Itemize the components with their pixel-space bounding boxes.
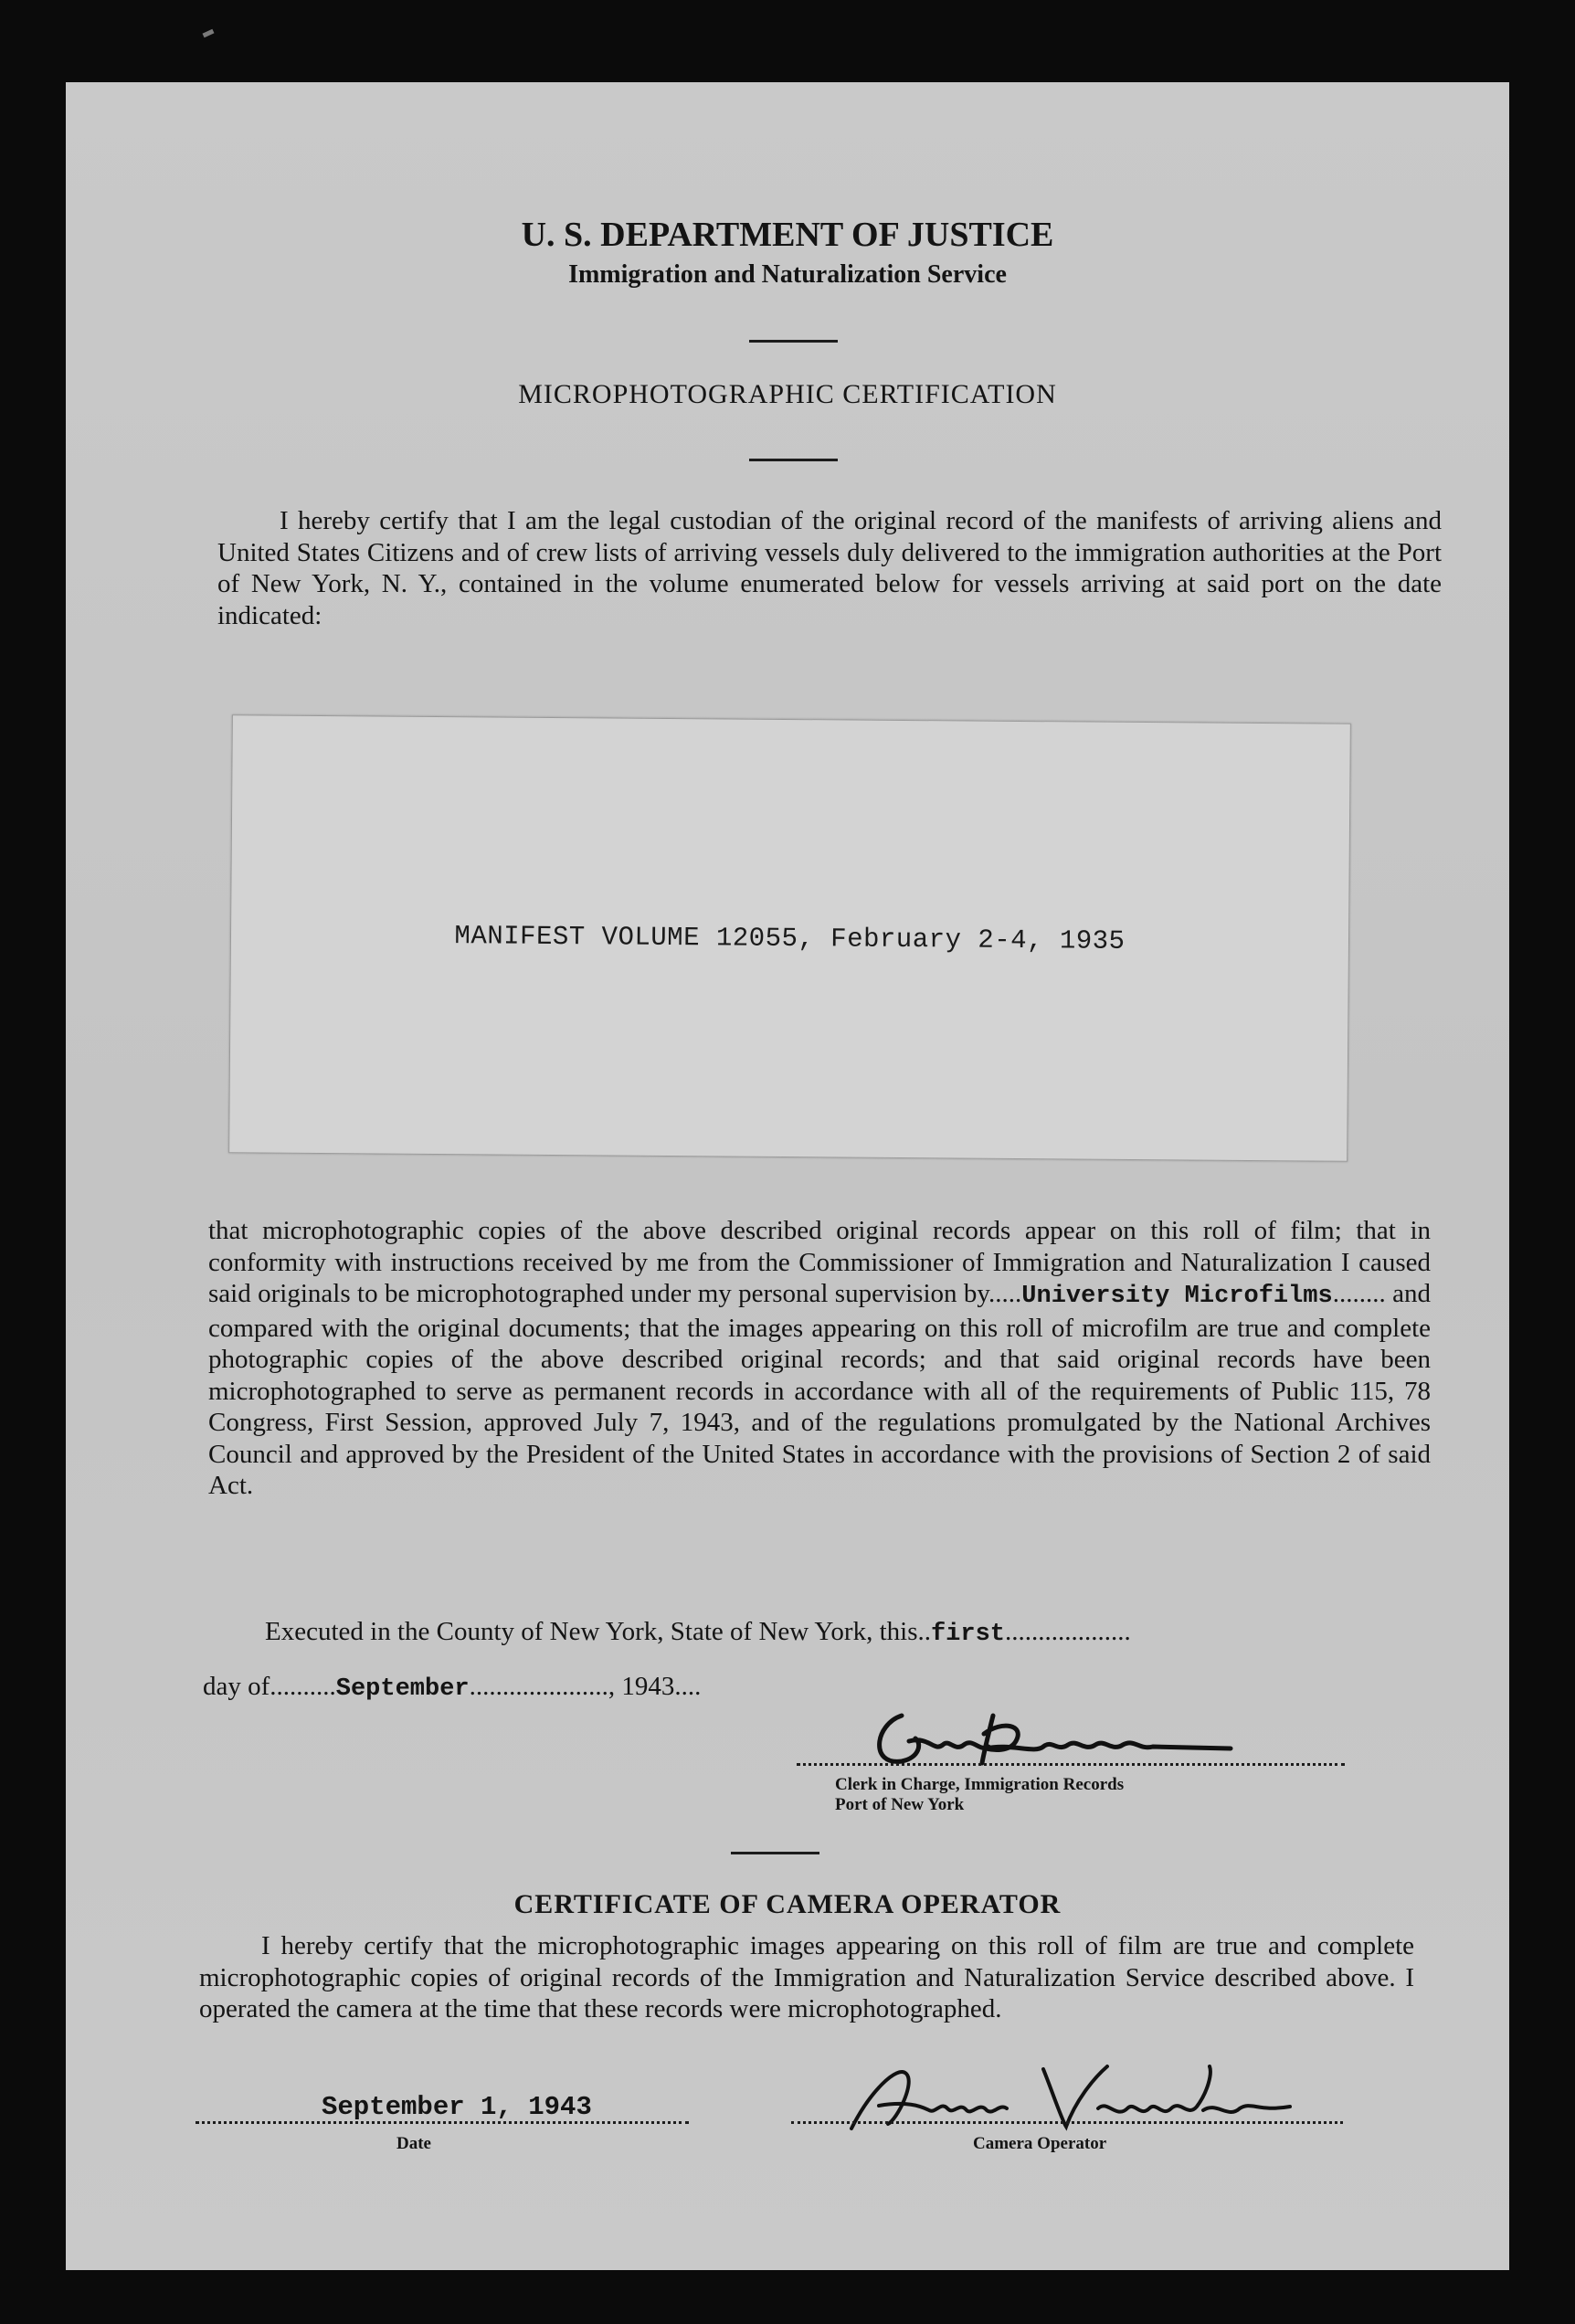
filmed-by-value: University Microfilms xyxy=(1021,1283,1333,1310)
camera-operator-label: Camera Operator xyxy=(973,2134,1107,2153)
executed-year: , 1943 xyxy=(608,1672,675,1701)
executed-month: September xyxy=(335,1675,470,1703)
camera-operator-title: CERTIFICATE OF CAMERA OPERATOR xyxy=(513,1889,1062,1919)
certificate-page xyxy=(66,82,1509,2270)
executed-day: first xyxy=(930,1621,1005,1648)
executed-line: Executed in the County of New York, State of New York, this..first................... xyxy=(265,1617,1131,1648)
divider-rule xyxy=(749,459,838,461)
body-text-part2: and compared with the original documents; that the images appearing on this roll of microfilm are true and complete photographic copies of the above described original records; and that said original records have been microphotographed to serve as permanent records in accordance with all of the requirements of Public 115, 78 Congress, First Session, approved July 7, 1943, and of the regulations promulgated by the National Archives Council and approved by the President of the United States in accordance with the provisions of Section 2 of said Act. xyxy=(208,1279,1431,1500)
department-title: U. S. DEPARTMENT OF JUSTICE xyxy=(521,216,1054,254)
clerk-port: Port of New York xyxy=(835,1795,965,1814)
clerk-signature-line xyxy=(797,1763,1345,1766)
date-line-clerk: day of..........September....................., 1943.... xyxy=(203,1672,702,1703)
manifest-volume-text: MANIFEST VOLUME 12055, February 2-4, 1935 xyxy=(454,921,1126,956)
executed-text: Executed in the County of New York, State of New York, this xyxy=(265,1617,918,1646)
date-label: Date xyxy=(396,2134,431,2153)
operator-date-value: September 1, 1943 xyxy=(322,2092,592,2122)
service-name: Immigration and Naturalization Service xyxy=(568,260,1007,289)
clerk-title: Clerk in Charge, Immigration Records xyxy=(835,1775,1125,1794)
custodian-statement: I hereby certify that I am the legal custodian of the original record of the manifests of arriving aliens and United States Citizens and of crew lists of arriving vessels duly delivered to the immigration authorities at the Port of New York, N. Y., contained in the volume enumerated below for vessels arriving at said port on the date indicated: xyxy=(217,506,1442,630)
date-signature-line xyxy=(196,2121,689,2124)
certification-body: that microphotographic copies of the above described original records appear on this roll of film; that in conformity with instructions received by me from the Commissioner of Immigration and Naturalization I caused said originals to be microphotographed under my personal supervision by.....University Microfilms........ and compared with the original documents; that the images appearing on this roll of microfilm are true and complete photographic copies of the above described original records; and that said original records have been microphotographed to serve as permanent records in accordance with all of the requirements of Public 115, 78 Congress, First Session, approved July 7, 1943, and of the regulations promulgated by the National Archives Council and approved by the President of the United States in accordance with the provisions of Section 2 of said Act. xyxy=(208,1216,1431,1500)
divider-rule xyxy=(749,340,838,343)
operator-signature xyxy=(833,2055,1308,2138)
camera-operator-statement: I hereby certify that the microphotographic images appearing on this roll of film are true and complete microphotographic copies of original records of the Immigration and Naturalization Service described above. I operated the camera at the time that these records were microphotographed. xyxy=(199,1931,1414,2023)
day-of-label: day of xyxy=(203,1672,270,1701)
volume-slip xyxy=(228,714,1351,1162)
clerk-caption xyxy=(835,1775,1124,1815)
operator-signature-line xyxy=(791,2121,1343,2124)
film-speck xyxy=(203,29,215,38)
divider-rule xyxy=(731,1852,819,1854)
certification-title: MICROPHOTOGRAPHIC CERTIFICATION xyxy=(518,379,1057,409)
body-text-part1: that microphotographic copies of the above described original records appear on this roll of film; that in conformity with instructions received by me from the Commissioner of Immigration and Naturalization I caused said originals to be microphotographed under my personal supervision by xyxy=(208,1216,1431,1308)
clerk-signature xyxy=(865,1688,1249,1780)
